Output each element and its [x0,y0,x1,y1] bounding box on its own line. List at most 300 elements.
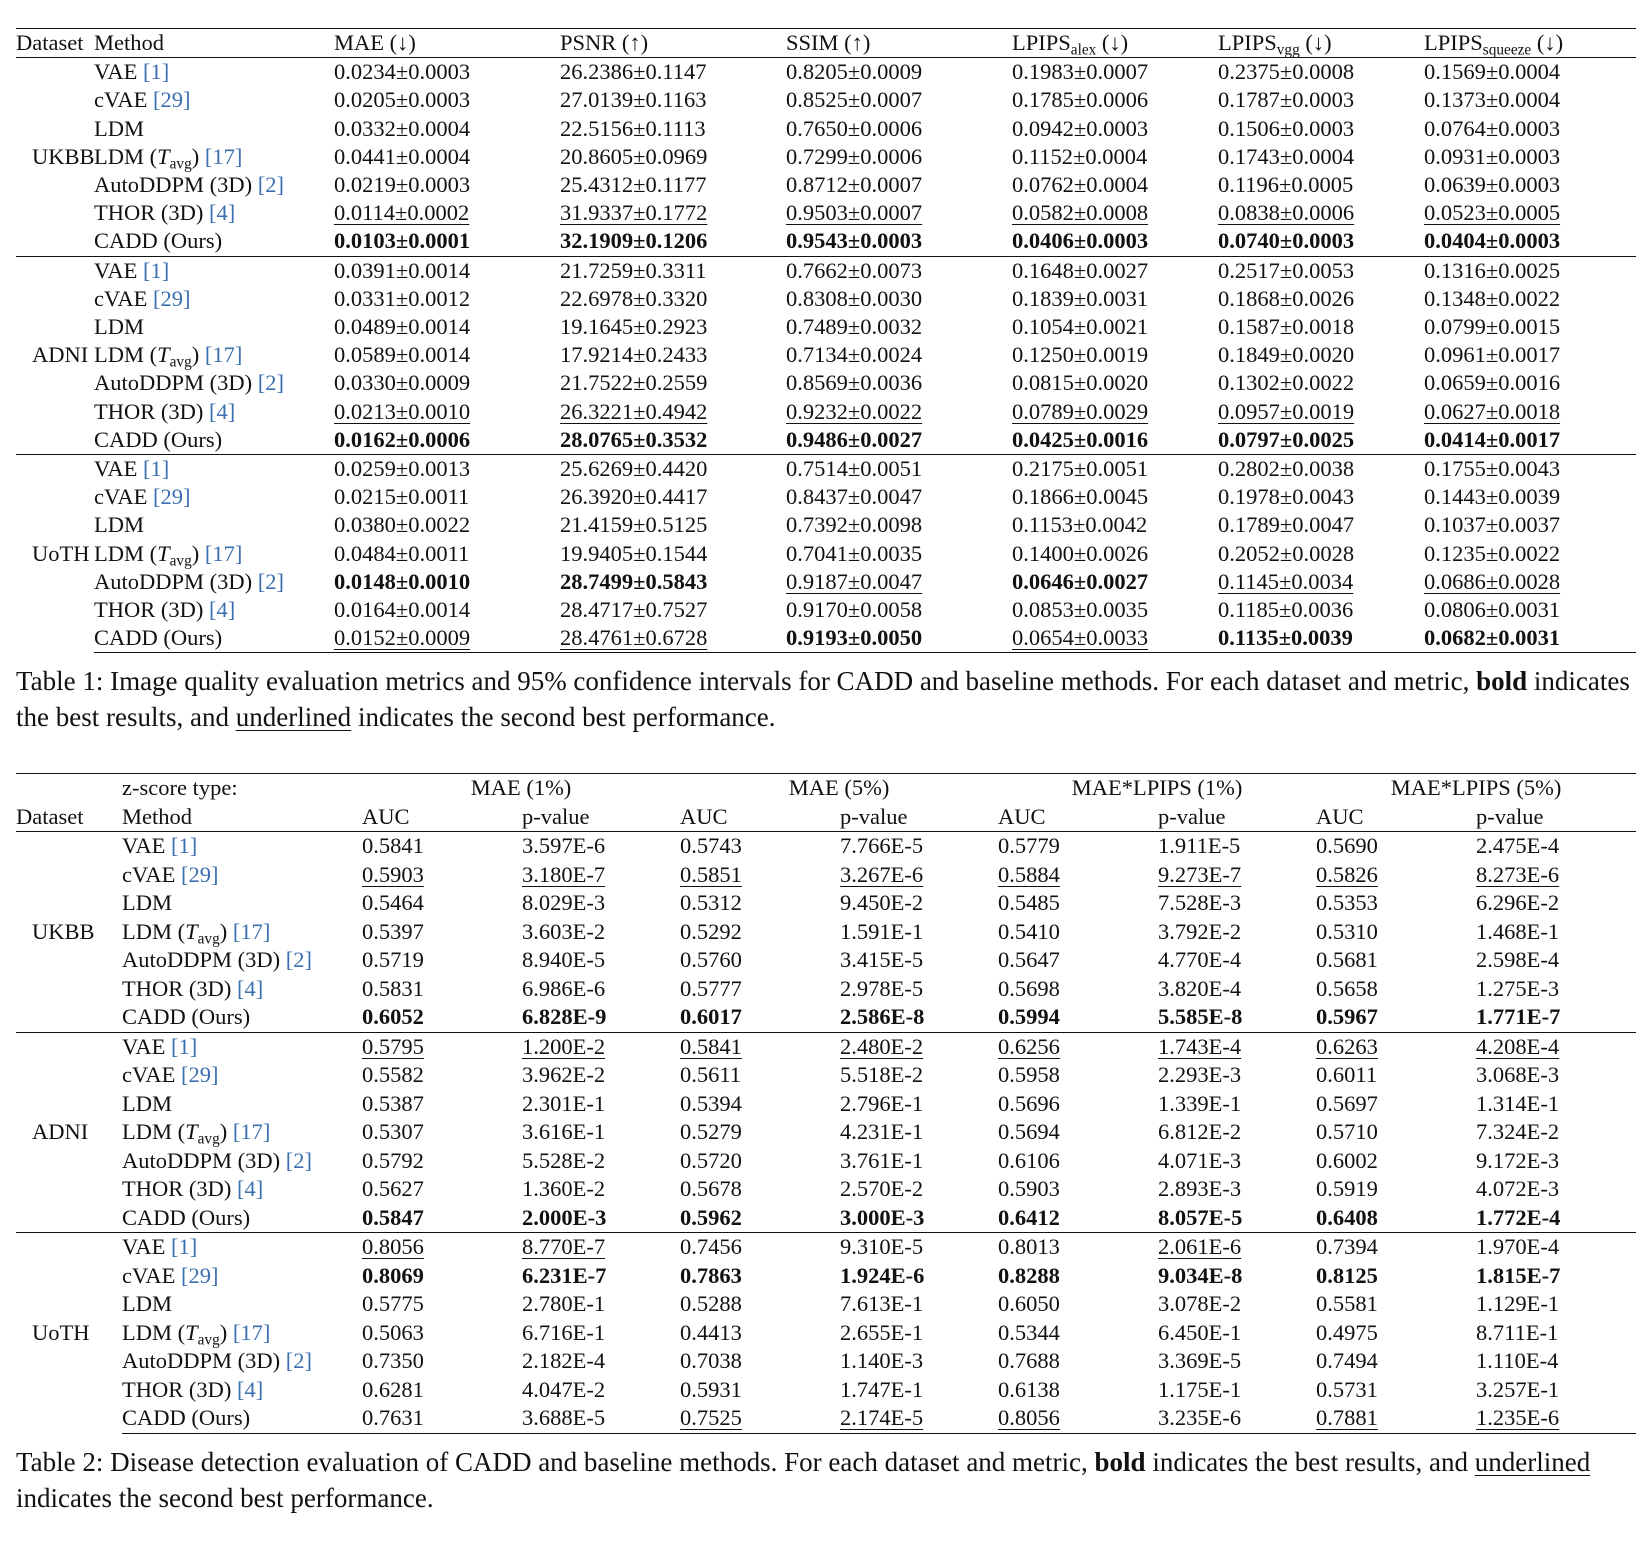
table-row [16,540,1636,568]
citation-link[interactable]: [2] [257,568,285,594]
method-cell: THOR (3D) [4] [122,975,264,1001]
value-cell: 0.5696 [998,1090,1060,1116]
value-cell: 0.7631 [362,1404,522,1433]
value-cell: 0.8288 [998,1262,1060,1288]
value-cell: 0.0523±0.0005 [1424,200,1561,226]
value-cell: 0.2175±0.0051 [1012,455,1218,484]
value-cell: 3.068E-3 [1476,1062,1560,1088]
value-cell: 5.585E-8 [1158,1004,1243,1030]
value-cell: 0.5919 [1316,1176,1378,1202]
value-cell: 0.4975 [1316,1319,1378,1345]
value-cell: 0.9170±0.0058 [786,597,923,623]
value-cell: 1.129E-1 [1476,1291,1560,1317]
value-cell: 6.986E-6 [522,975,606,1001]
value-cell: 0.6256 [998,1032,1158,1061]
value-cell: 0.9193±0.0050 [786,624,1012,653]
value-cell: 9.172E-3 [1476,1147,1560,1173]
value-cell: 0.7881 [1316,1404,1476,1433]
method-cell: LDM $(T_{avg})$ [17] [122,918,271,948]
value-cell: 0.1054±0.0021 [1012,314,1149,340]
value-cell: 0.1302±0.0022 [1218,370,1355,396]
value-cell: 0.5310 [1316,918,1378,944]
value-cell: 3.597E-6 [522,833,606,859]
value-cell: 0.1185±0.0036 [1218,597,1354,623]
citation-link[interactable]: [2] [257,172,285,198]
method-cell: AutoDDPM (3D) [2] [94,172,285,198]
citation-link[interactable]: [17] [232,1119,271,1145]
value-cell: 0.1145±0.0034 [1218,568,1354,594]
value-cell: 0.0589±0.0014 [334,342,471,368]
value-cell: 27.0139±0.1163 [560,87,707,113]
value-cell: 0.2052±0.0028 [1218,540,1355,566]
value-cell: 0.8069 [362,1262,424,1288]
header-auc: AUC [362,803,522,832]
citation-link[interactable]: [2] [285,947,313,973]
value-cell: 0.5658 [1316,975,1378,1001]
value-cell: 2.570E-2 [840,1176,924,1202]
value-cell: 0.0838±0.0006 [1218,200,1355,226]
value-cell: 0.8437±0.0047 [786,484,923,510]
value-cell: 0.5582 [362,1062,424,1088]
value-cell: 0.5731 [1316,1376,1378,1402]
value-cell: 0.0639±0.0003 [1424,172,1561,198]
value-cell: 0.1785±0.0006 [1012,87,1149,113]
value-cell: 0.5826 [1316,861,1378,887]
value-cell: 0.5994 [998,1004,1060,1030]
value-cell: 8.273E-6 [1476,861,1560,887]
method-cell: AutoDDPM (3D) [2] [94,370,285,396]
value-cell: 6.296E-2 [1476,890,1560,916]
value-cell: 19.9405±0.1544 [560,540,708,566]
method-cell: LDM [122,890,172,916]
method-cell: LDM $(T_{avg})$ [17] [94,342,243,371]
citation-link[interactable]: [4] [236,1176,264,1202]
value-cell: 7.613E-1 [840,1291,924,1317]
value-cell: 0.7494 [1316,1348,1378,1374]
value-cell: 0.9187±0.0047 [786,568,923,594]
table-row [16,86,1636,114]
citation-link[interactable]: [1] [142,59,170,85]
value-cell: 0.0441±0.0004 [334,143,471,169]
method-cell: THOR (3D) [4] [94,597,236,623]
value-cell: 0.5292 [680,918,742,944]
table-row [16,1147,1636,1176]
value-cell: 31.9337±0.1772 [560,200,708,226]
value-cell: 1.140E-3 [840,1348,924,1374]
value-cell: 0.5690 [1316,833,1378,859]
value-cell: 0.1135±0.0039 [1218,624,1424,653]
value-cell: 0.0219±0.0003 [334,172,471,198]
paper-page [16,28,1636,1516]
value-cell: 0.5720 [680,1147,742,1173]
citation-link[interactable]: [29] [152,87,191,113]
value-cell: 3.820E-4 [1158,975,1242,1001]
value-cell: 26.3221±0.4942 [560,398,708,424]
header-dataset: Dataset [16,29,94,58]
method-cell: cVAE [29] [122,861,219,887]
table-row [16,946,1636,975]
value-cell: 0.8569±0.0036 [786,370,923,396]
table-1 [16,28,1636,653]
header-method: Method [122,803,362,832]
value-cell: 0.0582±0.0008 [1012,200,1149,226]
citation-link[interactable]: [29] [152,285,191,311]
value-cell: 4.072E-3 [1476,1176,1560,1202]
value-cell: 2.475E-4 [1476,833,1560,859]
table-row [16,455,1636,484]
value-cell: 0.0942±0.0003 [1012,115,1149,141]
value-cell: 5.518E-2 [840,1062,924,1088]
value-cell: 3.180E-7 [522,861,606,887]
table-row [16,1204,1636,1233]
value-cell: 0.6263 [1316,1032,1476,1061]
citation-link[interactable]: [17] [232,1319,271,1345]
value-cell: 2.301E-1 [522,1090,606,1116]
method-cell: cVAE [29] [94,87,191,113]
value-cell: 0.1569±0.0004 [1424,59,1561,85]
citation-link[interactable]: [17] [204,540,243,566]
method-cell: LDM [94,115,144,141]
citation-link[interactable]: [2] [257,370,285,396]
value-cell: 28.7499±0.5843 [560,568,708,594]
value-cell: 0.0425±0.0016 [1012,426,1149,452]
value-cell: 0.1983±0.0007 [1012,59,1149,85]
value-cell: 0.0789±0.0029 [1012,398,1149,424]
value-cell: 0.1443±0.0039 [1424,484,1561,510]
value-cell: 7.324E-2 [1476,1119,1560,1145]
citation-link[interactable]: [1] [170,833,198,859]
value-cell: 9.034E-8 [1158,1262,1243,1288]
value-cell: 28.4717±0.7527 [560,597,708,623]
dataset-label: ADNI [16,256,94,454]
value-cell: 0.5397 [362,918,424,944]
zscore-label: z-score type: [122,774,362,803]
value-cell: 0.7688 [998,1348,1060,1374]
value-cell: 0.5485 [998,890,1060,916]
value-cell: 0.7863 [680,1262,742,1288]
value-cell: 1.591E-1 [840,918,924,944]
value-cell: 1.200E-2 [522,1032,680,1061]
header-p-value: p-value [1158,803,1316,832]
citation-link[interactable]: [17] [204,342,243,368]
method-cell: CADD (Ours) [94,228,223,254]
value-cell: 32.1909±0.1206 [560,228,708,254]
table-row [16,1003,1636,1032]
value-cell: 0.0740±0.0003 [1218,228,1355,254]
value-cell: 0.7299±0.0006 [786,143,923,169]
value-cell: 0.6408 [1316,1204,1378,1230]
value-cell: 0.7038 [680,1348,742,1374]
method-cell: cVAE [29] [94,285,191,311]
table-row [16,426,1636,455]
value-cell: 8.057E-5 [1158,1204,1243,1230]
citation-link[interactable]: [17] [204,143,243,169]
citation-link[interactable]: [29] [180,1262,219,1288]
value-cell: 0.0148±0.0010 [334,568,471,594]
value-cell: 22.6978±0.3320 [560,285,708,311]
value-cell: 1.747E-1 [840,1376,924,1402]
value-cell: 21.7259±0.3311 [560,256,786,285]
value-cell: 0.1196±0.0005 [1218,172,1354,198]
table-row [16,58,1636,87]
header-psnr: PSNR (↑) [560,29,786,58]
table-row [16,889,1636,918]
value-cell: 0.5841 [680,1032,840,1061]
table-row [16,143,1636,171]
value-cell: 0.7134±0.0024 [786,342,923,368]
citation-link[interactable]: [1] [170,1234,198,1260]
citation-link[interactable]: [29] [180,1062,219,1088]
value-cell: 0.5792 [362,1147,424,1173]
value-cell: 3.688E-5 [522,1404,680,1433]
value-cell: 0.5353 [1316,890,1378,916]
citation-link[interactable]: [29] [180,861,219,887]
value-cell: 0.0815±0.0020 [1012,370,1149,396]
value-cell: 0.5847 [362,1204,424,1230]
value-cell: 4.208E-4 [1476,1032,1636,1061]
value-cell: 0.5779 [998,833,1060,859]
value-cell: 3.761E-1 [840,1147,924,1173]
value-cell: 0.1755±0.0043 [1424,455,1636,484]
value-cell: 0.8125 [1316,1262,1378,1288]
header-dataset: Dataset [16,803,122,832]
value-cell: 0.6052 [362,1004,424,1030]
value-cell: 0.0259±0.0013 [334,455,560,484]
citation-link[interactable]: [4] [208,200,236,226]
method-cell: LDM $(T_{avg})$ [17] [122,1119,271,1149]
citation-link[interactable]: [29] [152,484,191,510]
method-cell: CADD (Ours) [94,426,223,452]
value-cell: 0.5464 [362,890,424,916]
table-row [16,1376,1636,1405]
table-row [16,1233,1636,1262]
value-cell: 0.0797±0.0025 [1218,426,1355,452]
value-cell: 2.293E-3 [1158,1062,1242,1088]
value-cell: 4.770E-4 [1158,947,1242,973]
value-cell: 0.0627±0.0018 [1424,398,1561,424]
value-cell: 1.339E-1 [1158,1090,1242,1116]
citation-link[interactable]: [2] [285,1348,313,1374]
value-cell: 0.1839±0.0031 [1012,285,1149,311]
dataset-label: UKBB [32,143,95,169]
value-cell: 0.9543±0.0003 [786,228,923,254]
value-cell: 0.0414±0.0017 [1424,426,1561,452]
citation-link[interactable]: [4] [236,975,264,1001]
header-lpips-vgg: $LPIPS_{vgg}$ (↓) [1218,29,1424,58]
value-cell: 0.5063 [362,1319,424,1345]
value-cell: 0.8013 [998,1233,1158,1262]
value-cell: 2.780E-1 [522,1291,606,1317]
value-cell: 3.603E-2 [522,918,606,944]
table-2-body [16,832,1636,1434]
value-cell: 0.0213±0.0010 [334,398,471,424]
value-cell: 3.078E-2 [1158,1291,1242,1317]
value-cell: 3.267E-6 [840,861,924,887]
table-row [16,511,1636,539]
value-cell: 0.5795 [362,1032,522,1061]
method-cell: THOR (3D) [4] [94,398,236,424]
table-2 [16,773,1636,1434]
table-row [16,568,1636,596]
value-cell: 2.174E-5 [840,1404,998,1433]
value-cell: 2.000E-3 [522,1204,607,1230]
dataset-label: UKBB [32,918,95,944]
value-cell: 0.1235±0.0022 [1424,540,1561,566]
value-cell: 0.5841 [362,833,424,859]
value-cell: 0.4413 [680,1319,742,1345]
value-cell: 0.1400±0.0026 [1012,540,1149,566]
table-row [16,975,1636,1004]
value-cell: 3.257E-1 [1476,1376,1560,1402]
value-cell: 0.5931 [680,1376,742,1402]
value-cell: 0.1373±0.0004 [1424,87,1561,113]
table-1-caption: Table 1: Image quality evaluation metrics and 95% confidence intervals for CADD and baseline methods. For each dataset and metric, bold indicates the best results, and underlined indicates the second best performance. [16,666,1630,733]
value-cell: 0.0162±0.0006 [334,426,471,452]
method-cell: VAE [1] [122,1233,362,1262]
value-cell: 0.5962 [680,1204,742,1230]
method-cell: cVAE [29] [94,484,191,510]
method-cell: AutoDDPM (3D) [2] [122,947,313,973]
value-cell: 0.5694 [998,1119,1060,1145]
value-cell: 0.5760 [680,947,742,973]
value-cell: 4.047E-2 [522,1376,606,1402]
value-cell: 0.1866±0.0045 [1012,484,1149,510]
value-cell: 7.766E-5 [840,833,924,859]
value-cell: 1.235E-6 [1476,1404,1636,1433]
table-row [16,832,1636,861]
table-row [16,1175,1636,1204]
value-cell: 1.911E-5 [1158,833,1241,859]
value-cell: 0.0331±0.0012 [334,285,471,311]
table-2-group-header-row [16,774,1636,803]
value-cell: 0.0853±0.0035 [1012,597,1149,623]
value-cell: 1.815E-7 [1476,1262,1561,1288]
table-row [16,1290,1636,1319]
table-row [16,918,1636,947]
value-cell: 21.7522±0.2559 [560,370,708,396]
method-cell: VAE [1] [94,256,334,285]
value-cell: 0.5581 [1316,1291,1378,1317]
citation-link[interactable]: [1] [142,257,170,283]
table-row [16,1090,1636,1119]
value-cell: 0.5394 [680,1090,742,1116]
header-lpips-squeeze: $LPIPS_{squeeze}$ (↓) [1424,29,1636,58]
method-cell: CADD (Ours) [94,624,334,653]
value-cell: 0.1348±0.0022 [1424,285,1561,311]
value-cell: 0.5967 [1316,1004,1378,1030]
value-cell: 0.9503±0.0007 [786,200,923,226]
value-cell: 22.5156±0.1113 [560,115,706,141]
method-cell: VAE [1] [94,455,334,484]
value-cell: 0.5719 [362,947,424,973]
value-cell: 2.978E-5 [840,975,924,1001]
value-cell: 6.716E-1 [522,1319,606,1345]
citation-link[interactable]: [17] [232,918,271,944]
value-cell: 0.0659±0.0016 [1424,370,1561,396]
citation-link[interactable]: [4] [208,398,236,424]
value-cell: 0.0215±0.0011 [334,484,470,510]
method-cell: THOR (3D) [4] [94,200,236,226]
value-cell: 0.0234±0.0003 [334,59,471,85]
value-cell: 0.0682±0.0031 [1424,624,1636,653]
value-cell: 0.0799±0.0015 [1424,314,1561,340]
value-cell: 0.5307 [362,1119,424,1145]
value-cell: 1.924E-6 [840,1262,925,1288]
table-row [16,483,1636,511]
table-row [16,1118,1636,1147]
method-cell: LDM $(T_{avg})$ [17] [122,1319,271,1349]
value-cell: 0.5288 [680,1291,742,1317]
value-cell: 0.5344 [998,1319,1060,1345]
value-cell: 0.6106 [998,1147,1060,1173]
value-cell: 1.970E-4 [1476,1233,1636,1262]
value-cell: 0.8525±0.0007 [786,87,923,113]
value-cell: 25.6269±0.4420 [560,455,786,484]
method-cell: THOR (3D) [4] [122,1376,264,1402]
group-header-mae-5: MAE (5%) [680,774,998,803]
value-cell: 0.5777 [680,975,742,1001]
value-cell: 0.1506±0.0003 [1218,115,1355,141]
method-cell: CADD (Ours) [122,1004,251,1030]
table-row [16,369,1636,397]
value-cell: 0.1789±0.0047 [1218,512,1355,538]
method-cell: THOR (3D) [4] [122,1176,264,1202]
value-cell: 1.110E-4 [1476,1348,1559,1374]
value-cell: 0.2375±0.0008 [1218,59,1355,85]
citation-link[interactable]: [2] [285,1147,313,1173]
table-row [16,341,1636,369]
value-cell: 9.273E-7 [1158,861,1242,887]
header-p-value: p-value [522,803,680,832]
header-mae: MAE (↓) [334,29,560,58]
value-cell: 0.0484±0.0011 [334,540,470,566]
value-cell: 1.175E-1 [1158,1376,1242,1402]
value-cell: 0.6412 [998,1204,1060,1230]
value-cell: 0.9486±0.0027 [786,426,923,452]
method-cell: LDM [94,512,144,538]
table-row [16,256,1636,285]
value-cell: 0.7456 [680,1233,840,1262]
table-row [16,1032,1636,1061]
value-cell: 0.5611 [680,1062,742,1088]
table-row [16,171,1636,199]
value-cell: 0.0380±0.0022 [334,512,471,538]
value-cell: 0.0762±0.0004 [1012,172,1149,198]
citation-link[interactable]: [4] [208,597,236,623]
value-cell: 6.812E-2 [1158,1119,1242,1145]
value-cell: 3.369E-5 [1158,1348,1242,1374]
value-cell: 0.0654±0.0033 [1012,624,1218,653]
citation-link[interactable]: [4] [236,1376,264,1402]
value-cell: 20.8605±0.0969 [560,143,708,169]
header-p-value: p-value [840,803,998,832]
method-cell: LDM [122,1090,172,1116]
value-cell: 0.1849±0.0020 [1218,342,1355,368]
table-row [16,596,1636,624]
value-cell: 0.5903 [998,1176,1060,1202]
header-ssim: SSIM (↑) [786,29,1012,58]
citation-link[interactable]: [1] [170,1033,198,1059]
value-cell: 0.7394 [1316,1233,1476,1262]
group-header-maelpips-5: MAE*LPIPS (5%) [1316,774,1636,803]
value-cell: 0.5678 [680,1176,742,1202]
citation-link[interactable]: [1] [142,456,170,482]
value-cell: 3.235E-6 [1158,1404,1316,1433]
table-row [16,285,1636,313]
value-cell: 4.231E-1 [840,1119,924,1145]
value-cell: 0.7350 [362,1348,424,1374]
value-cell: 2.655E-1 [840,1319,924,1345]
